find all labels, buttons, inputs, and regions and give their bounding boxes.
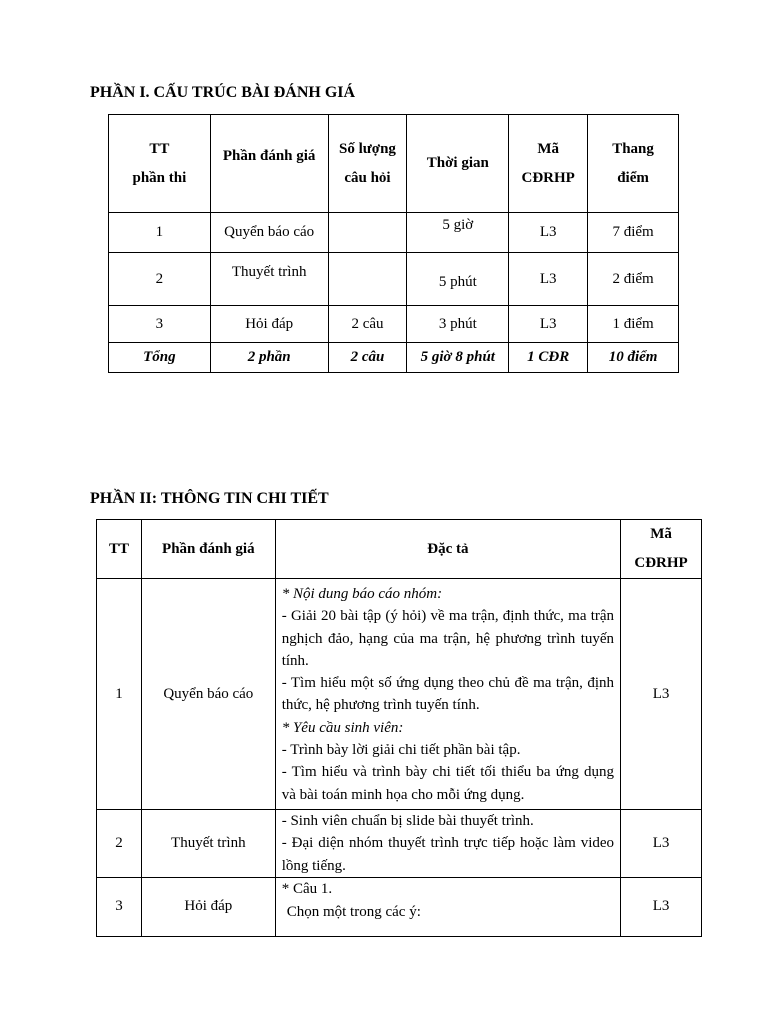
header-tt-line1: TT <box>149 140 170 157</box>
header-phan-danh-gia-text: Phần đánh giá <box>222 148 316 164</box>
header-ma-cdrhp <box>509 115 588 213</box>
cell-ma: L3 <box>509 213 588 253</box>
table-header-row <box>97 520 702 579</box>
cell-thoi-gian: 3 phút <box>407 306 509 343</box>
total-row <box>109 343 679 373</box>
cell-thang: 1 điểm <box>588 306 679 343</box>
cell-thoi-gian-text: 5 giờ <box>442 217 474 233</box>
desc-item: - Đại diện nhóm thuyết trình trực tiếp hoặc làm video lồng tiếng. <box>281 835 615 874</box>
cell-total-ma: 1 CĐR <box>509 343 588 373</box>
cell-tt: 3 <box>109 306 211 343</box>
cell-ma: L3 <box>509 253 588 306</box>
cell-phan <box>210 253 328 306</box>
cell-phan: Thuyết trình <box>141 810 275 878</box>
cell-dac-ta <box>275 810 620 878</box>
header-phan-danh-gia: Phần đánh giá <box>141 520 275 579</box>
header-thoi-gian: Thời gian <box>407 115 509 213</box>
assessment-structure-table <box>108 114 679 373</box>
header-ma-line1: Mã <box>537 140 559 157</box>
cell-phan: Hỏi đáp <box>141 877 275 936</box>
desc-item: * Câu 1. <box>281 880 333 897</box>
cell-so-luong <box>328 213 407 253</box>
cell-ma: L3 <box>621 877 702 936</box>
cell-phan: Hỏi đáp <box>210 306 328 343</box>
cell-total-thoi-gian: 5 giờ 8 phút <box>407 343 509 373</box>
table-row <box>97 877 702 936</box>
header-so-luong-line1: Số lượng <box>339 140 396 157</box>
header-tt <box>109 115 211 213</box>
header-so-luong-line2: câu hỏi <box>344 169 391 186</box>
header-tt-line2: phần thi <box>132 169 187 186</box>
cell-thang: 2 điểm <box>588 253 679 306</box>
header-tt: TT <box>97 520 142 579</box>
cell-thoi-gian <box>407 213 509 253</box>
table-row <box>97 579 702 810</box>
header-phan-danh-gia <box>210 115 328 213</box>
desc-section-title: * Yêu cầu sinh viên: <box>281 719 404 736</box>
cell-tt: 2 <box>109 253 211 306</box>
cell-total-label: Tổng <box>109 343 211 373</box>
cell-total-thang: 10 điểm <box>588 343 679 373</box>
table-header-row <box>109 115 679 213</box>
table-row <box>97 810 702 878</box>
desc-item: - Tìm hiểu một số ứng dụng theo chủ đề ma trận, định thức, hệ phương trình tuyến tính. <box>281 675 615 714</box>
cell-tt: 1 <box>109 213 211 253</box>
desc-item: Chọn một trong các ý: <box>286 904 421 921</box>
header-ma-line2: CĐRHP <box>634 555 688 571</box>
desc-item: - Trình bày lời giải chi tiết phần bài tập. <box>281 742 521 759</box>
header-so-luong <box>328 115 407 213</box>
part1-heading: PHẦN I. CẤU TRÚC BÀI ĐÁNH GIÁ <box>90 84 356 101</box>
desc-item: - Giải 20 bài tập (ý hỏi) về ma trận, định thức, ma trận nghịch đảo, hạng của ma trận, hệ phương trình tuyến tính. <box>281 608 615 669</box>
cell-tt: 2 <box>97 810 142 878</box>
cell-so-luong: 2 câu <box>328 306 407 343</box>
part2-heading: PHẦN II: THÔNG TIN CHI TIẾT <box>90 490 329 507</box>
table-row <box>109 213 679 253</box>
header-ma-cdrhp <box>621 520 702 579</box>
cell-so-luong <box>328 253 407 306</box>
header-ma-line1: Mã <box>650 526 672 542</box>
cell-tt: 3 <box>97 877 142 936</box>
desc-item: - Sinh viên chuẩn bị slide bài thuyết trình. <box>281 813 534 829</box>
cell-thoi-gian-text: 5 phút <box>438 273 477 290</box>
cell-ma: L3 <box>621 810 702 878</box>
cell-ma: L3 <box>621 579 702 810</box>
desc-item: - Tìm hiểu và trình bày chi tiết tối thiểu ba ứng dụng và bài toán minh họa cho mỗi ứng dụng. <box>281 764 615 803</box>
header-dac-ta: Đặc tả <box>275 520 620 579</box>
cell-phan: Quyển báo cáo <box>141 579 275 810</box>
header-thang-diem <box>588 115 679 213</box>
table-row <box>109 306 679 343</box>
cell-total-phan: 2 phần <box>210 343 328 373</box>
cell-thang: 7 điểm <box>588 213 679 253</box>
cell-ma: L3 <box>509 306 588 343</box>
cell-phan-text: Thuyết trình <box>231 263 307 280</box>
desc-section-title: * Nội dung báo cáo nhóm: <box>281 586 443 602</box>
table-row <box>109 253 679 306</box>
cell-total-so-luong: 2 câu <box>328 343 407 373</box>
cell-thoi-gian <box>407 253 509 306</box>
header-ma-line2: CĐRHP <box>521 169 575 186</box>
cell-dac-ta <box>275 877 620 936</box>
cell-phan: Quyển báo cáo <box>210 213 328 253</box>
cell-dac-ta <box>275 579 620 810</box>
cell-tt: 1 <box>97 579 142 810</box>
detail-info-table <box>96 519 702 937</box>
header-thang-line1: Thang <box>612 140 654 157</box>
header-thang-line2: điểm <box>617 169 649 186</box>
